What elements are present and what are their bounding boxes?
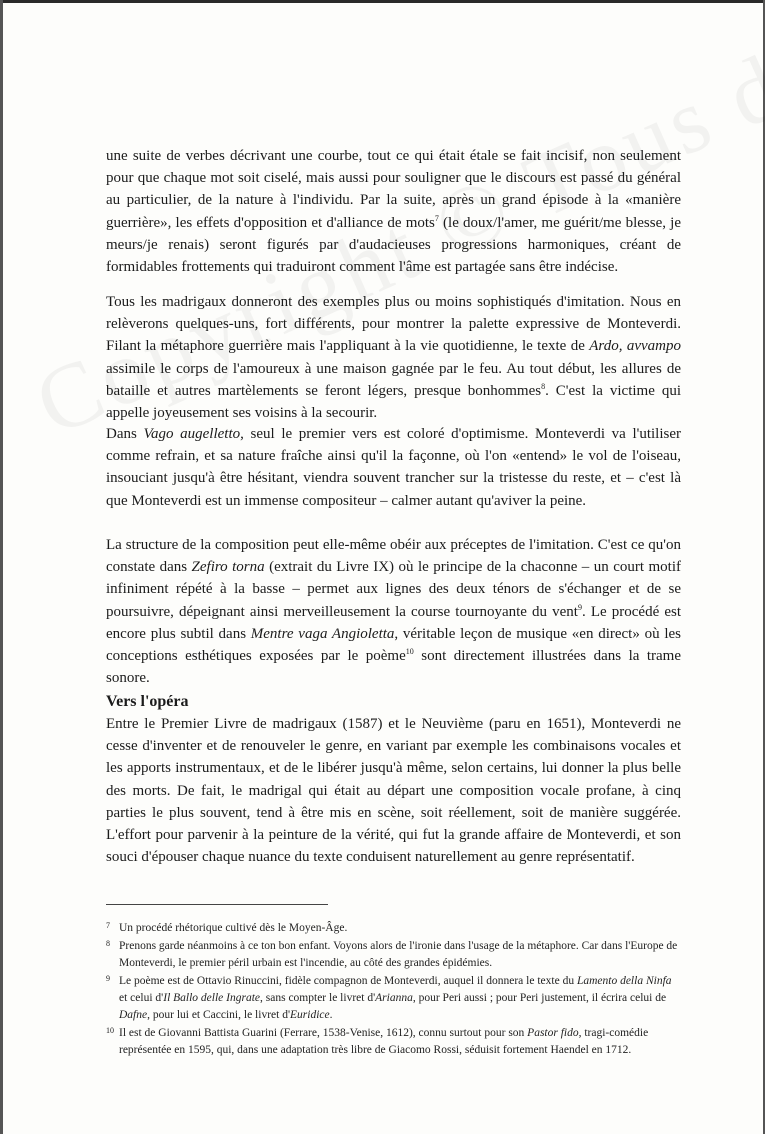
footnote-ref-9[interactable]: 9 (577, 602, 582, 612)
paragraph-3: Dans Vago augelletto, seul le premier vers est coloré d'optimisme. Monteverdi va l'utiliser comme refrain, et sa nature fraîche ainsi qu'il la façonne, où l'on «entend» le vol de l'oiseau, insouciant jusqu'à être hésitant, viendra souvent trancher sur la tristesse du reste, et – c'est là que Monteverdi est un immense compositeur – calmer autant qu'aviver la peine. (106, 426, 682, 509)
footnote-ref-10[interactable]: 10 (405, 647, 414, 657)
footnote-number: 9 (106, 974, 110, 983)
paragraph-2: Tous les madrigaux donneront des exemples plus ou moins sophistiqués d'imitation. Nous en relèverons quelques-uns, fort différents, pour montrer la palette expressive de Monteverdi. Filant la métaphore guerrière mais l'appliquant à la vie quotidienne, le texte de Ardo, avvampo assimile le corps de l'amoureux à une maison gagnée par le feu. Au tout début, les allures de bataille et autres martèlements se feront légers, presque bonhommes$^8$. C'est la victime qui appelle joyeusement ses voisins à la secourir. (106, 294, 681, 422)
footnote-number: 8 (106, 939, 110, 948)
footnote-10: 10 Il est de Giovanni Battista Guarini (Ferrare, 1538-Venise, 1612), connu surtout pour son Pastor fido, tragi-comédie représentée en 1595, qui, dans une adaptation très libre de Giacomo Rossi, séduisit fortement Haendel en 1712. (106, 1026, 649, 1056)
footnote-ref-8[interactable]: 8 (541, 381, 546, 391)
footnote-ref-7[interactable]: 7 (434, 213, 439, 223)
paragraph-4: La structure de la composition peut elle-même obéir aux préceptes de l'imitation. C'est ce qu'on constate dans Zefiro torna (extrait du Livre IX) où le principe de la chaconne – un court motif infiniment répété à la basse – permet aux lignes des deux ténors de s'échanger et de se poursuivre, dépeignant ainsi merveilleusement la course tournoyante du vent$^9$. Le procédé est encore plus subtil dans Mentre vaga Angioletta, véritable leçon de musique «en direct» où les conceptions esthétiques exposées par le poème$^{10}$ sont directement illustrées dans la trame sonore. (106, 537, 682, 687)
footnote-8: 8 Prenons garde néanmoins à ce ton bon enfant. Voyons alors de l'ironie dans l'usage de la métaphore. Car dans l'Europe de Monteverdi, le premier péril urbain est l'incendie, au côté des grandes épidémies. (106, 939, 678, 969)
paragraph-1: une suite de verbes décrivant une courbe, tout ce qui était étale se fait incisif, non seulement pour que chaque mot soit ciselé, mais aussi pour souligner que le discours est passé du général au particulier, de la nature à l'individu. Par la suite, après un grand épisode à la «manière guerrière», les effets d'opposition et d'alliance de mots$^7$ (le doux/l'amer, me guérit/me blesse, je meurs/je renais) seront figurés par d'audacieuses progressions harmoniques, créant de formidables frottements qui traduiront comment l'âme est partagée sans être indécise. (106, 148, 681, 276)
footnote-number: 7 (106, 921, 110, 930)
section-heading: Vers l'opéra (106, 693, 189, 710)
footnotes (106, 920, 681, 1060)
paragraph-5: Entre le Premier Livre de madrigaux (1587) et le Neuvième (paru en 1651), Monteverdi ne cesse d'inventer et de renouveler le genre, en variant par exemple les combinaisons vocales et les apports instrumentaux, et de le libérer jusqu'à même, selon certains, lui donner la plus belle des morts. De fait, le madrigal qui était au départ une composition vocale profane, à cinq parties le plus souvent, tend à être mis en scène, soit réellement, soit de manière suggérée. L'effort pour parvenir à la peinture de la vérité, qui fut la grande affaire de Monteverdi, et son souci d'épouser chaque nuance du texte conduisent naturellement au genre représentatif. (106, 716, 681, 866)
footnote-7: 7 Un procédé rhétorique cultivé dès le Moyen-Âge. (106, 921, 348, 934)
scan-edge-top (0, 0, 765, 3)
footnote-number: 10 (106, 1026, 114, 1035)
footnote-9: 9 Le poème est de Ottavio Rinuccini, fidèle compagnon de Monteverdi, auquel il donnera le texte du Lamento della Ninfa et celui d'Il Ballo delle Ingrate, sans compter le livret d'Arianna, pour Peri aussi ; pour Peri justement, il écrira celui de Dafne, pour lui et Caccini, le livret d'Euridice. (106, 974, 672, 1021)
footnote-separator (106, 904, 328, 905)
scan-edge-left (0, 0, 3, 1134)
